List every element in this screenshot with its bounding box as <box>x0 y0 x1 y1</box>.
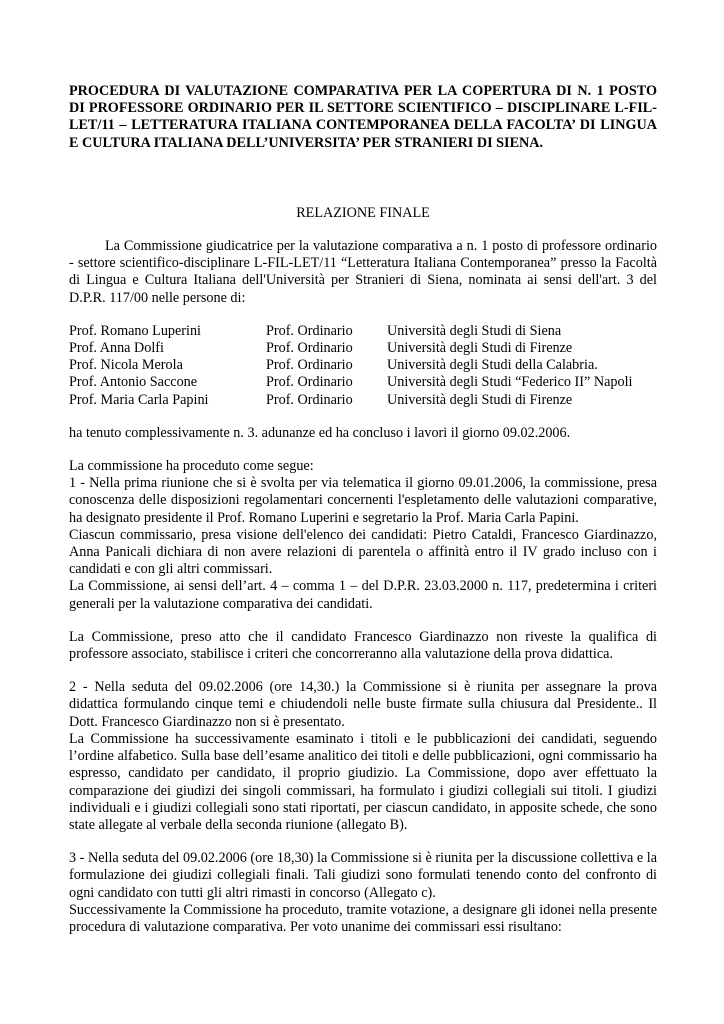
final-paragraph: Successivamente la Commissione ha proceduto, tramite votazione, a designare gli idonei nella presente procedura di valutazione comparativa. Per voto unanime dei commissari essi risultano: <box>69 901 657 935</box>
document-body <box>69 83 657 936</box>
member-university: Università degli Studi di Firenze <box>387 391 573 408</box>
document-title: PROCEDURA DI VALUTAZIONE COMPARATIVA PER LA COPERTURA DI N. 1 POSTO DI PROFESSORE ORDINARIO PER IL SETTORE SCIENTIFICO – DISCIPLINARE L-FIL-LET/11 – LETTERATURA ITALIANA CONTEMPORANEA DELLA FACOLTA’ DI LINGUA E CULTURA ITALIANA DELL’UNIVERSITA’ PER STRANIERI DI SIENA. <box>69 83 657 151</box>
member-role: Prof. Ordinario <box>266 357 353 374</box>
member-university: Università degli Studi di Siena <box>387 322 562 339</box>
commission-members-list <box>69 323 657 409</box>
associate-paragraph: La Commissione, preso atto che il candidato Francesco Giardinazzo non riveste la qualifica di professore associato, stabilisce i criteri che concorreranno alla valutazione della prova didattica. <box>69 628 657 663</box>
member-university: Università degli Studi di Firenze <box>387 340 573 357</box>
titles-paragraph: La Commissione ha successivamente esaminato i titoli e le pubblicazioni dei candidati, seguendo l’ordine alfabetico. Sulla base dell’esame analitico dei titoli e delle pubblicazioni, ogni commissario ha espresso, candidato per candidato, il proprio giudizio. La Commissione, dopo aver effettuato la comparazione dei giudizi dei singoli commissari, ha formulato i giudizi collegiali sui titoli. I giudizi individuali e i giudizi collegiali sono stati riportati, per ciascun candidato, in apposite schede, che sono state allegate al verbale della seconda riunione (allegato B). <box>69 730 657 833</box>
point-3-paragraph: 3 - Nella seduta del 09.02.2006 (ore 18,30) la Commissione si è riunita per la discussione collettiva e la formulazione dei giudizi collegiali finali. Tali giudizi sono formulati tenendo conto del confronto di ogni candidato con tutti gli altri rimasti in concorso (Allegato c). <box>69 850 657 901</box>
member-name: Prof. Romano Luperini <box>69 322 202 339</box>
procedure-intro: La commissione ha proceduto come segue: <box>69 458 314 475</box>
member-name: Prof. Anna Dolfi <box>69 340 164 357</box>
criteria-paragraph: La Commissione, ai sensi dell’art. 4 – comma 1 – del D.P.R. 23.03.2000 n. 117, predetermina i criteri generali per la valutazione comparativa dei candidati. <box>69 578 657 612</box>
member-role: Prof. Ordinario <box>266 374 353 391</box>
member-name: Prof. Maria Carla Papini <box>69 391 209 408</box>
member-university: Università degli Studi della Calabria. <box>387 357 598 374</box>
candidates-paragraph: Ciascun commissario, presa visione dell'elenco dei candidati: Pietro Cataldi, Francesco Giardinazzo, Anna Panicali dichiara di non avere relazioni di parentela o affinità entro il IV grado incluso con i candidati e con gli altri commissari. <box>69 526 657 578</box>
member-name: Prof. Nicola Merola <box>69 357 183 374</box>
member-university: Università degli Studi “Federico II” Napoli <box>387 374 633 391</box>
report-subtitle: RELAZIONE FINALE <box>296 204 430 221</box>
member-role: Prof. Ordinario <box>266 340 353 357</box>
member-name: Prof. Antonio Saccone <box>69 374 198 391</box>
member-role: Prof. Ordinario <box>266 391 353 408</box>
meetings-sentence: ha tenuto complessivamente n. 3. adunanze ed ha concluso i lavori il giorno 09.02.2006. <box>69 424 571 441</box>
intro-paragraph: La Commissione giudicatrice per la valutazione comparativa a n. 1 posto di professore ordinario - settore scientifico-disciplinare L-FIL-LET/11 “Letteratura Italiana Contemporanea” presso la Facoltà di Lingua e Cultura Italiana dell'Università per Stranieri di Siena, nominata ai sensi dell'art. 3 del D.P.R. 117/00 nelle persone di: <box>69 238 657 306</box>
point-2-paragraph: 2 - Nella seduta del 09.02.2006 (ore 14,30.) la Commissione si è riunita per assegnare la prova didattica formulando cinque temi e chiudendoli nelle buste firmate sulla chiusura dal Presidente.. Il Dott. Francesco Giardinazzo non si è presentato. <box>69 679 657 730</box>
member-role: Prof. Ordinario <box>266 322 353 339</box>
point-1-paragraph: 1 - Nella prima riunione che si è svolta per via telematica il giorno 09.01.2006, la commissione, presa conoscenza delle disposizioni regolamentari concernenti l'espletamento delle valutazioni comparative, ha designato presidente il Prof. Romano Luperini e segretario la Prof. Maria Carla Papini. <box>69 475 657 526</box>
